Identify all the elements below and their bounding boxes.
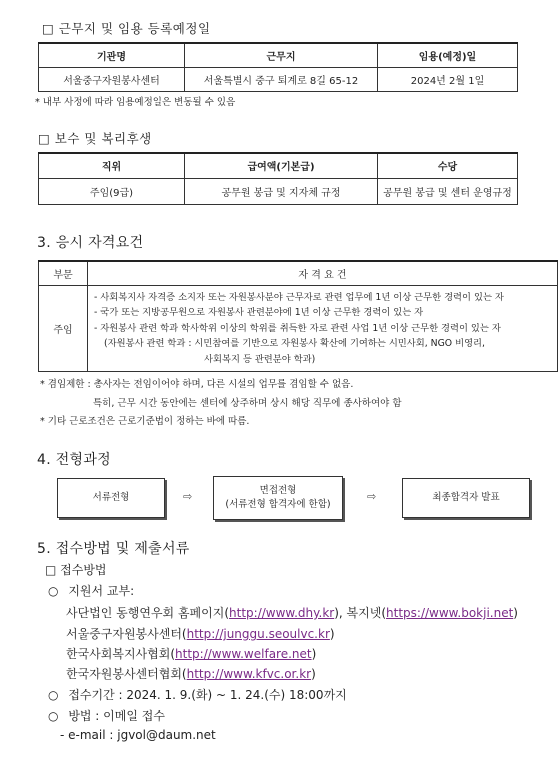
- workplace-heading: □ 근무지 및 임용 등록예정일: [42, 21, 211, 36]
- process-heading: 4. 전형과정: [37, 452, 112, 468]
- step-document-screening: 서류전형: [57, 478, 165, 518]
- cell-base-pay: 공무원 봉급 및 지자체 규정: [185, 178, 378, 204]
- header-base-pay: 급여액(기본급): [185, 153, 378, 178]
- application-period: ○ 접수기간 : 2024. 1. 9.(화) ~ 1. 24.(수) 18:00까지: [48, 688, 347, 702]
- step-interview: 면접전형 (서류전형 합격자에 한함): [213, 476, 343, 520]
- requirement-item: (자원봉사 관련 학과 : 시민참여를 기반으로 자원봉사 확산에 기여하는 시민사회, NGO 비영리,: [104, 338, 485, 349]
- requirements-list: [88, 285, 558, 372]
- header-allowance: 수당: [378, 153, 518, 178]
- requirement-item: - 국가 또는 지방공무원으로 자원봉사 관련분야에 1년 이상 근무한 경력이 있는 자: [94, 307, 424, 318]
- cell-position: 주임(9급): [39, 178, 185, 204]
- salary-heading: □ 보수 및 복리후생: [38, 131, 152, 146]
- arrow-icon: ⇨: [183, 490, 193, 503]
- qualifications-table: [38, 260, 558, 372]
- header-position: 직위: [39, 153, 185, 178]
- application-method: ○ 방법 : 이메일 접수: [48, 709, 165, 723]
- bullet-icon: ○: [48, 688, 59, 702]
- qualification-note: 특히, 근무 시간 동안에는 센터에 상주하며 상시 해당 직무에 종사하여야 함: [93, 398, 402, 409]
- welfare-link[interactable]: http://www.welfare.net: [175, 647, 312, 661]
- application-heading: 5. 접수방법 및 제출서류: [37, 541, 190, 557]
- source-line: 서울중구자원봉사센터(http://junggu.seoulvc.kr): [66, 627, 335, 641]
- application-email: - e-mail : jgvol@daum.net: [60, 728, 216, 742]
- source-line: 사단법인 동행연우회 홈페이지(http://www.dhy.kr), 복지넷(https://www.bokji.net): [66, 606, 518, 620]
- requirement-item: - 자원봉사 관련 학과 학사학위 이상의 학위를 취득한 자로 관련 사업 1년 이상 근무한 경력이 있는 자: [94, 322, 501, 334]
- requirement-item: - 사회복지사 자격증 소지자 또는 자원봉사분야 근무자로 관련 업무에 1년 이상 근무한 경력이 있는 자: [94, 291, 504, 303]
- junggu-link[interactable]: http://junggu.seoulvc.kr: [186, 627, 330, 641]
- requirement-item: 사회복지 등 관련분야 학과): [204, 353, 316, 365]
- cell-division: 주임: [39, 285, 88, 372]
- salary-table: [38, 152, 518, 205]
- cell-start-date: 2024년 2월 1일: [378, 67, 518, 91]
- cell-allowance: 공무원 봉급 및 센터 운영규정: [378, 178, 518, 204]
- header-location: 근무지: [185, 43, 378, 67]
- source-line: 한국자원봉사센터협회(http://www.kfvc.or.kr): [66, 667, 316, 681]
- homepage-link[interactable]: http://www.dhy.kr: [229, 606, 335, 620]
- bullet-icon: ○: [48, 584, 59, 598]
- qualifications-heading: 3. 응시 자격요건: [37, 235, 144, 251]
- qualification-note: * 기타 근로조건은 근로기준법이 정하는 바에 따름.: [40, 416, 250, 427]
- application-subheading: □ 접수방법: [45, 563, 107, 577]
- workplace-note: * 내부 사정에 따라 임용예정일은 변동될 수 있음: [35, 97, 236, 108]
- header-requirements: 자 격 요 건: [88, 261, 558, 285]
- header-division: 부문: [39, 261, 88, 285]
- arrow-icon: ⇨: [367, 490, 377, 503]
- kfvc-link[interactable]: http://www.kfvc.or.kr: [186, 667, 312, 681]
- bokji-link[interactable]: https://www.bokji.net: [386, 606, 514, 620]
- bullet-icon: ○: [48, 709, 59, 723]
- cell-agency: 서울중구자원봉사센터: [39, 67, 185, 91]
- step-final-announcement: 최종합격자 발표: [402, 478, 530, 518]
- header-start-date: 임용(예정)일: [378, 43, 518, 67]
- cell-location: 서울특별시 중구 퇴계로 8길 65-12: [185, 67, 378, 91]
- source-line: 한국사회복지사협회(http://www.welfare.net): [66, 647, 317, 661]
- workplace-table: [38, 42, 518, 92]
- header-agency: 기관명: [39, 43, 185, 67]
- qualification-note: * 겸임제한 : 총사자는 전임이어야 하며, 다른 시설의 업무를 겸임할 수 없음.: [40, 379, 354, 390]
- application-where: ○ 지원서 교부:: [48, 584, 135, 598]
